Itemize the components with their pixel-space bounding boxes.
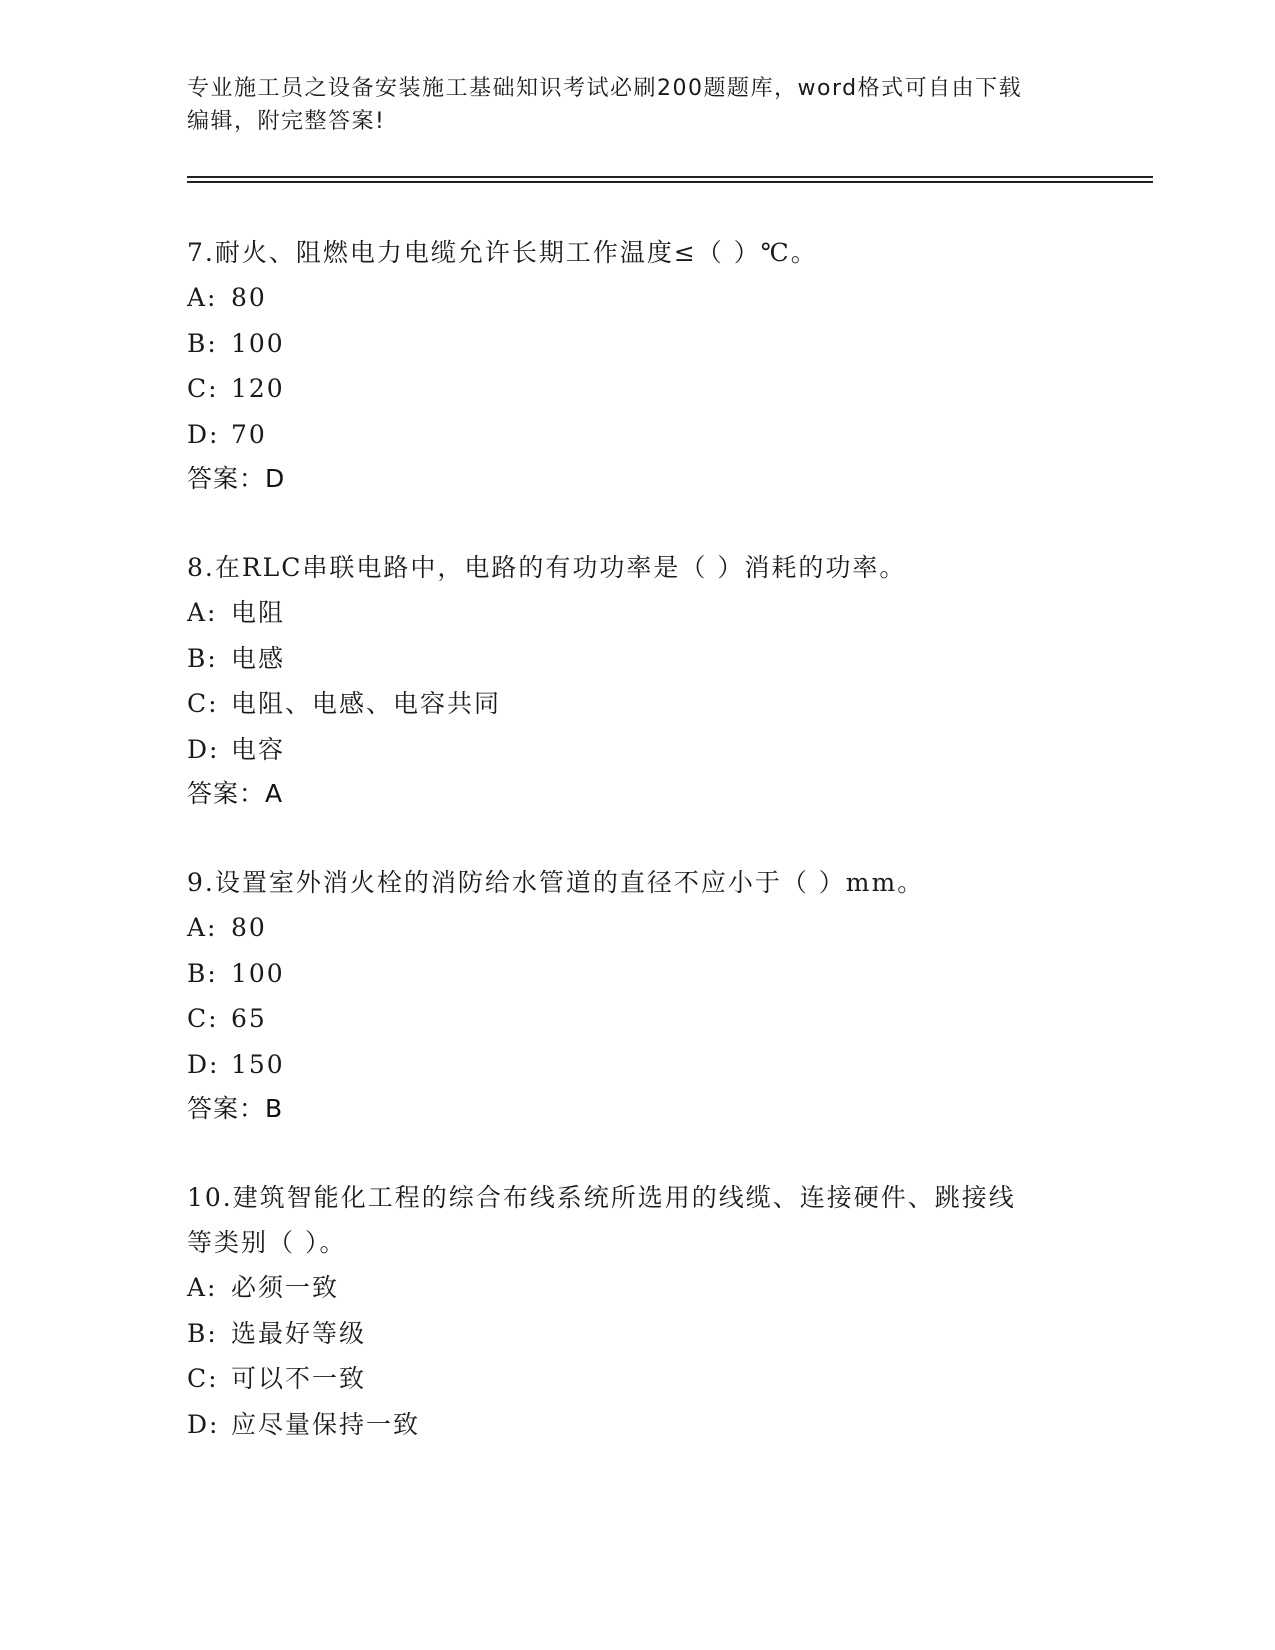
option-text: 100 [231,328,285,358]
option-key: D: [187,1049,220,1079]
question-text: 9.设置室外消火栓的消防给水管道的直径不应小于（ ）mm。 [187,868,925,897]
option-text: 电容 [231,734,286,764]
option-key: D: [187,1409,220,1439]
option-text: 150 [231,1049,285,1079]
header-divider-bottom [187,181,1153,183]
option-key: B: [187,1318,218,1348]
option-a [187,275,1087,321]
option-b [187,636,1087,682]
option-key: B: [187,328,218,358]
option-d [187,727,1087,773]
option-key: B: [187,643,218,673]
question-block-7 [187,230,1087,501]
option-key: C: [187,689,219,718]
option-key: C: [187,1004,219,1033]
option-text: 70 [231,419,267,449]
question-text-line-1: 10.建筑智能化工程的综合布线系统所选用的线缆、连接硬件、跳接线 [187,1183,1016,1212]
option-key: A: [187,598,218,627]
option-text: 选最好等级 [231,1318,367,1348]
option-d [187,412,1087,458]
option-key: A: [187,283,218,312]
question-text: 8.在RLC串联电路中，电路的有功功率是（ ）消耗的功率。 [187,553,907,582]
option-a [187,1265,1087,1311]
question-text-line-2: 等类别（ ）。 [187,1228,347,1257]
document-header [187,72,1067,138]
answer-line: 答案：B [187,1094,284,1123]
header-divider-top [187,176,1153,178]
option-b [187,1311,1087,1357]
option-c [187,1356,1087,1402]
answer-line: 答案：D [187,464,286,493]
option-b [187,951,1087,997]
option-a [187,590,1087,636]
option-key: D: [187,734,220,764]
header-title-line-2: 编辑，附完整答案! [187,109,386,134]
option-c [187,681,1087,727]
option-text: 应尽量保持一致 [231,1409,421,1439]
option-key: C: [187,374,219,403]
option-text: 80 [231,913,267,942]
question-block-8 [187,545,1087,816]
option-key: B: [187,958,218,988]
option-key: A: [187,1273,218,1302]
option-text: 必须一致 [231,1273,340,1302]
option-text: 65 [231,1004,267,1033]
question-block-10 [187,1175,1087,1447]
answer-line: 答案：A [187,779,284,808]
option-text: 120 [231,374,285,403]
option-text: 100 [231,958,285,988]
header-title-line-1: 专业施工员之设备安装施工基础知识考试必刷200题题库，word格式可自由下载 [187,76,1023,101]
option-c [187,996,1087,1042]
option-text: 电阻、电感、电容共同 [231,689,502,718]
option-key: D: [187,419,220,449]
option-text: 80 [231,283,267,312]
option-text: 可以不一致 [231,1364,367,1393]
question-text: 7.耐火、阻燃电力电缆允许长期工作温度≤（ ）℃。 [187,238,818,267]
option-key: C: [187,1364,219,1393]
option-d [187,1042,1087,1088]
option-b [187,321,1087,367]
option-key: A: [187,913,218,942]
question-block-9 [187,860,1087,1131]
option-c [187,366,1087,412]
option-text: 电感 [231,643,286,673]
option-d [187,1402,1087,1448]
option-text: 电阻 [231,598,286,627]
option-a [187,905,1087,951]
